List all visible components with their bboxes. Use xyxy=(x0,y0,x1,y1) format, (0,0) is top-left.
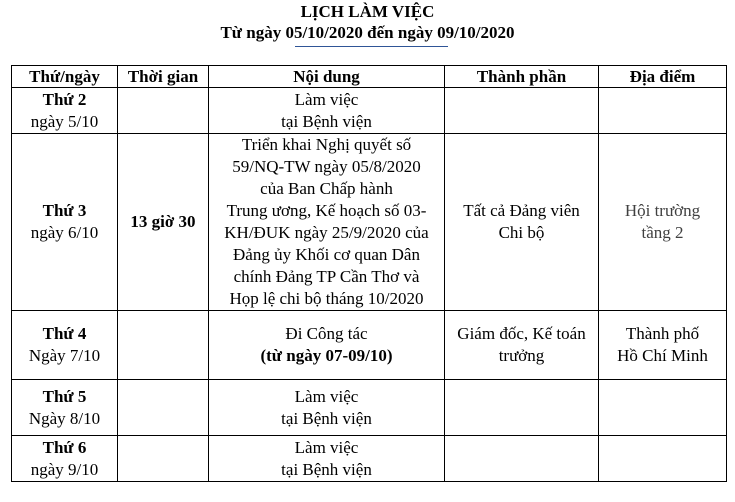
content-line: chính Đảng TP Cần Thơ và xyxy=(233,267,420,286)
content-line: tại Bệnh viện xyxy=(281,111,372,131)
day-cell xyxy=(12,88,118,134)
column-header-time: Thời gian xyxy=(118,66,209,88)
day-cell xyxy=(12,436,118,482)
content-line: tại Bệnh viện xyxy=(281,459,372,479)
day-cell xyxy=(12,311,118,380)
location-cell xyxy=(599,436,727,482)
table-row xyxy=(12,311,727,380)
content-line: Làm việc xyxy=(294,386,359,406)
location-line: Hồ Chí Minh xyxy=(617,346,708,365)
schedule-table xyxy=(11,65,727,482)
content-line: Họp lệ chi bộ tháng 10/2020 xyxy=(229,289,424,308)
column-header-content: Nội dung xyxy=(209,66,445,88)
page-subtitle: Từ ngày 05/10/2020 đến ngày 09/10/2020 xyxy=(220,23,515,42)
table-row xyxy=(12,436,727,482)
participants-line: Tất cả Đảng viên xyxy=(463,201,580,220)
participants-line: Giám đốc, Kế toán xyxy=(457,324,586,343)
day-name: Thứ 6 xyxy=(42,437,87,457)
content-line: của Ban Chấp hành xyxy=(260,179,393,198)
time-cell xyxy=(118,88,209,134)
column-header-day: Thứ/ngày xyxy=(12,66,118,88)
content-line: 59/NQ-TW ngày 05/8/2020 xyxy=(232,157,421,176)
participants-cell xyxy=(445,134,599,311)
location-line: tầng 2 xyxy=(641,223,684,242)
content-line: Triển khai Nghị quyết số xyxy=(241,135,412,154)
content-cell xyxy=(209,436,445,482)
day-date: ngày 6/10 xyxy=(30,223,99,242)
table-row xyxy=(12,134,727,311)
content-cell xyxy=(209,380,445,436)
location-cell xyxy=(599,88,727,134)
content-line-bold: (từ ngày 07-09/10) xyxy=(260,346,393,365)
participants-cell xyxy=(445,88,599,134)
content-line: Đi Công tác xyxy=(285,324,368,343)
day-cell xyxy=(12,134,118,311)
content-line: Làm việc xyxy=(294,89,359,109)
participants-cell xyxy=(445,380,599,436)
table-row xyxy=(12,380,727,436)
content-cell xyxy=(209,311,445,380)
day-date: Ngày 7/10 xyxy=(28,346,101,365)
day-name: Thứ 2 xyxy=(42,89,87,109)
content-cell xyxy=(209,134,445,311)
location-cell xyxy=(599,134,727,311)
day-name: Thứ 3 xyxy=(42,201,87,220)
table-header-row xyxy=(12,66,727,88)
column-header-location: Địa điểm xyxy=(599,66,727,88)
content-cell xyxy=(209,88,445,134)
time-cell xyxy=(118,311,209,380)
day-name: Thứ 5 xyxy=(42,386,87,406)
column-header-participants: Thành phần xyxy=(445,66,599,88)
day-name: Thứ 4 xyxy=(42,324,87,343)
location-cell xyxy=(599,380,727,436)
content-line: Làm việc xyxy=(294,437,359,457)
page-title: LỊCH LÀM VIỆC xyxy=(300,2,435,21)
location-line: Thành phố xyxy=(625,324,700,343)
day-date: ngày 9/10 xyxy=(30,459,99,479)
subtitle-underline xyxy=(295,46,448,47)
day-cell xyxy=(12,380,118,436)
participants-line: Chi bộ xyxy=(498,223,545,242)
day-date: ngày 5/10 xyxy=(30,111,99,131)
content-line: Đảng ủy Khối cơ quan Dân xyxy=(233,245,420,264)
time-cell: 13 giờ 30 xyxy=(118,134,209,311)
location-cell xyxy=(599,311,727,380)
participants-cell xyxy=(445,311,599,380)
table-row xyxy=(12,88,727,134)
content-line: tại Bệnh viện xyxy=(281,408,372,428)
content-line: Trung ương, Kế hoạch số 03- xyxy=(226,201,427,220)
time-cell xyxy=(118,436,209,482)
participants-cell xyxy=(445,436,599,482)
day-date: Ngày 8/10 xyxy=(28,408,101,428)
location-line: Hội trường xyxy=(624,201,701,220)
content-line: KH/ĐUK ngày 25/9/2020 của xyxy=(224,223,429,242)
participants-line: trưởng xyxy=(498,346,545,365)
time-cell xyxy=(118,380,209,436)
